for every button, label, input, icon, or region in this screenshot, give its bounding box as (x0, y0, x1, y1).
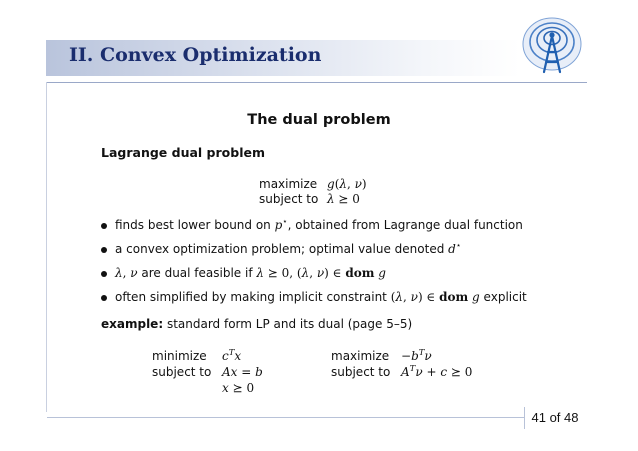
maximize-keyword: maximize (259, 177, 318, 191)
dual-constraint-row: subject to λ ⪰ 0 (259, 192, 360, 206)
antenna-tower-logo-icon (521, 14, 583, 76)
bullet-list (101, 218, 541, 314)
primal-nonneg-row: x ⪰ 0 (222, 381, 255, 395)
subject-to-keyword: subject to (331, 365, 391, 379)
dual-objective-formula: g (327, 177, 335, 191)
example-text: standard form LP and its dual (page 5–5) (163, 317, 413, 331)
list-item: a convex optimization problem; optimal value denoted d⋆ (101, 242, 541, 266)
primal-constraint-row: subject to Ax = b (152, 365, 263, 379)
slide-title: II. Convex Optimization (69, 44, 322, 66)
minimize-keyword: minimize (152, 349, 207, 363)
header-rule (47, 82, 587, 83)
dual-lp-constraint-row: subject to $A^T\nu + c$ ⪰ 0 (331, 364, 473, 379)
example-label: example: (101, 317, 164, 331)
list-item: often simplified by making implicit constraint (λ, ν) ∈ dom g explicit (101, 290, 541, 314)
list-item: λ, ν are dual feasible if λ ⪰ 0, (λ, ν) ∈ dom g (101, 266, 541, 290)
bullet-dot (101, 247, 107, 253)
example-line (101, 317, 412, 331)
bullet-dot (101, 223, 107, 229)
dual-lp-objective-row: maximize $-b^T\nu$ (331, 348, 432, 363)
section-label: Lagrange dual problem (101, 145, 265, 160)
page-number: 41 of 48 (524, 407, 585, 429)
list-item: finds best lower bound on p⋆, obtained from Lagrange dual function (101, 218, 541, 242)
footer-rule (47, 417, 525, 418)
bullet-dot (101, 271, 107, 277)
dual-constraint-formula: λ (327, 192, 335, 206)
subject-to-keyword: subject to (259, 192, 319, 206)
left-rule (46, 82, 47, 412)
dual-objective-row: maximize g(λ, ν) (259, 177, 367, 191)
maximize-keyword: maximize (331, 349, 390, 363)
bullet-dot (101, 295, 107, 301)
primal-objective-row: minimize $c^Tx$ (152, 348, 242, 363)
subject-to-keyword: subject to (152, 365, 212, 379)
page-heading: The dual problem (247, 112, 391, 128)
